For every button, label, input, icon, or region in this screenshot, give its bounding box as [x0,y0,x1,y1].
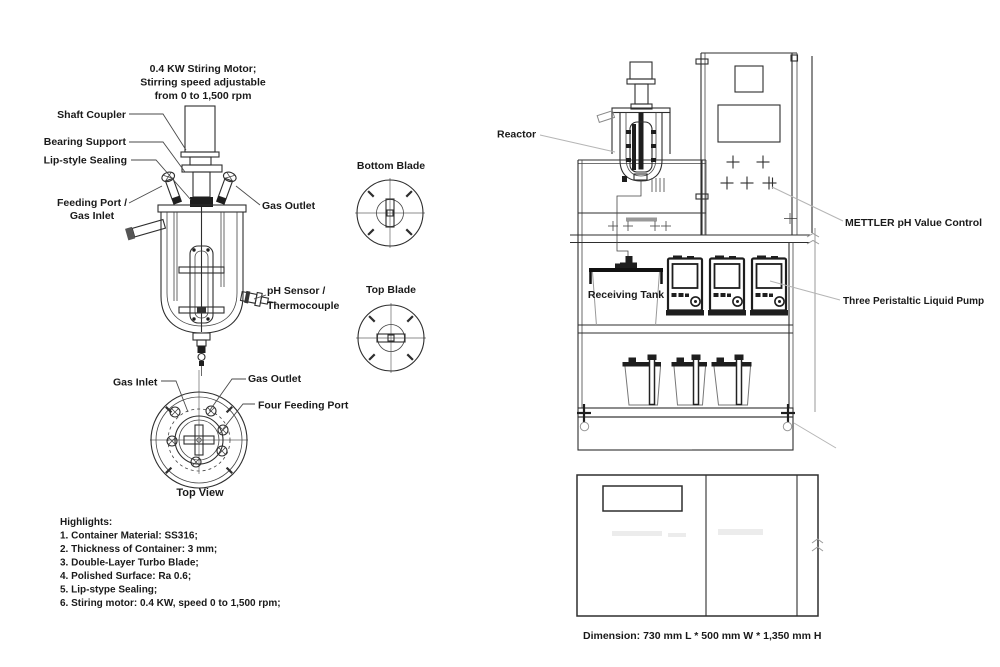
reagent-bottle [672,355,708,406]
label-shaft-coupler: Shaft Coupler [57,109,126,121]
peristaltic-pump [750,256,788,316]
caption-top-view: Top View [176,487,224,499]
label-peristaltic-pumps: Three Peristaltic Liquid Pump [843,296,985,307]
right-labels [497,129,984,308]
top-view-diagram [150,370,248,488]
stirring-motor [181,106,222,207]
label-lip-style-sealing: Lip-style Sealing [43,154,127,167]
panel-window [735,66,763,92]
ph-control-panel [696,53,812,235]
highlight-item: 1. Container Material: SS316; [60,530,198,542]
side-feeding-pipe [125,218,166,240]
label-ph-sensor-line2: Thermocouple [267,300,340,312]
bolt-port [218,425,228,435]
caster-wheel [580,422,588,430]
caption-top-blade: Top Blade [366,284,416,296]
label-gas-outlet: Gas Outlet [262,200,316,212]
highlight-item: 4. Polished Surface: Ra 0.6; [60,571,192,582]
caption-bottom-blade: Bottom Blade [356,160,426,172]
top-blade-diagram [356,284,426,373]
reagent-bottles [623,355,752,406]
motor-note-line1: 0.4 KW Stiring Motor; [149,63,257,75]
panel-buttons [721,156,777,190]
peristaltic-pumps [666,256,788,316]
motor-note [140,63,266,102]
bolt-port [206,406,216,416]
label-ph-sensor-line1: pH Sensor / [267,285,326,297]
motor-note-line3: from 0 to 1,500 rpm [154,90,252,102]
reagent-bottle [712,355,752,406]
highlight-item: 2. Thickness of Container: 3 mm; [60,544,218,555]
caster-wheel [783,422,791,430]
highlight-item: 6. Stiring motor: 0.4 KW, speed 0 to 1,500 rpm; [60,598,281,609]
panel-display [718,105,780,142]
highlight-item: 5. Lip-stype Sealing; [60,584,158,596]
label-feeding-port-line2: Gas Inlet [69,210,115,222]
mount-marks [608,221,671,231]
reactor-unit-side [597,62,670,261]
bolt-port [191,457,201,467]
receiving-tank [588,256,664,326]
label-tv-gas-outlet: Gas Outlet [248,373,302,385]
left-labels [44,109,340,312]
bottom-blade-diagram [355,160,425,248]
label-feeding-port-line1: Feeding Port / [56,197,127,209]
label-receiving-tank: Receiving Tank [587,289,665,301]
label-reactor: Reactor [497,128,537,141]
label-bearing-support: Bearing Support [43,136,126,148]
stirrer-assembly [179,207,224,332]
peristaltic-pump [666,256,704,316]
peristaltic-pump [708,256,746,316]
dimension-note: Dimension: 730 mm L * 500 mm W * 1,350 mm H [583,630,822,642]
label-tv-gas-inlet: Gas Inlet [113,376,158,389]
highlights-block [60,517,281,609]
label-mettler-ph-control: METTLER pH Value Control [845,217,983,229]
highlight-item: 3. Double-Layer Turbo Blade; [60,557,199,569]
label-four-feeding-port: Four Feeding Port [258,399,349,412]
motor-note-line2: Stirring speed adjustable [140,76,266,89]
highlights-title: Highlights: [60,517,113,528]
bottom-drain-valve [193,333,210,376]
top-port-right [214,170,237,205]
top-view-labels [113,373,349,499]
reagent-bottle [623,355,662,406]
cabinet-front-view [577,475,823,616]
